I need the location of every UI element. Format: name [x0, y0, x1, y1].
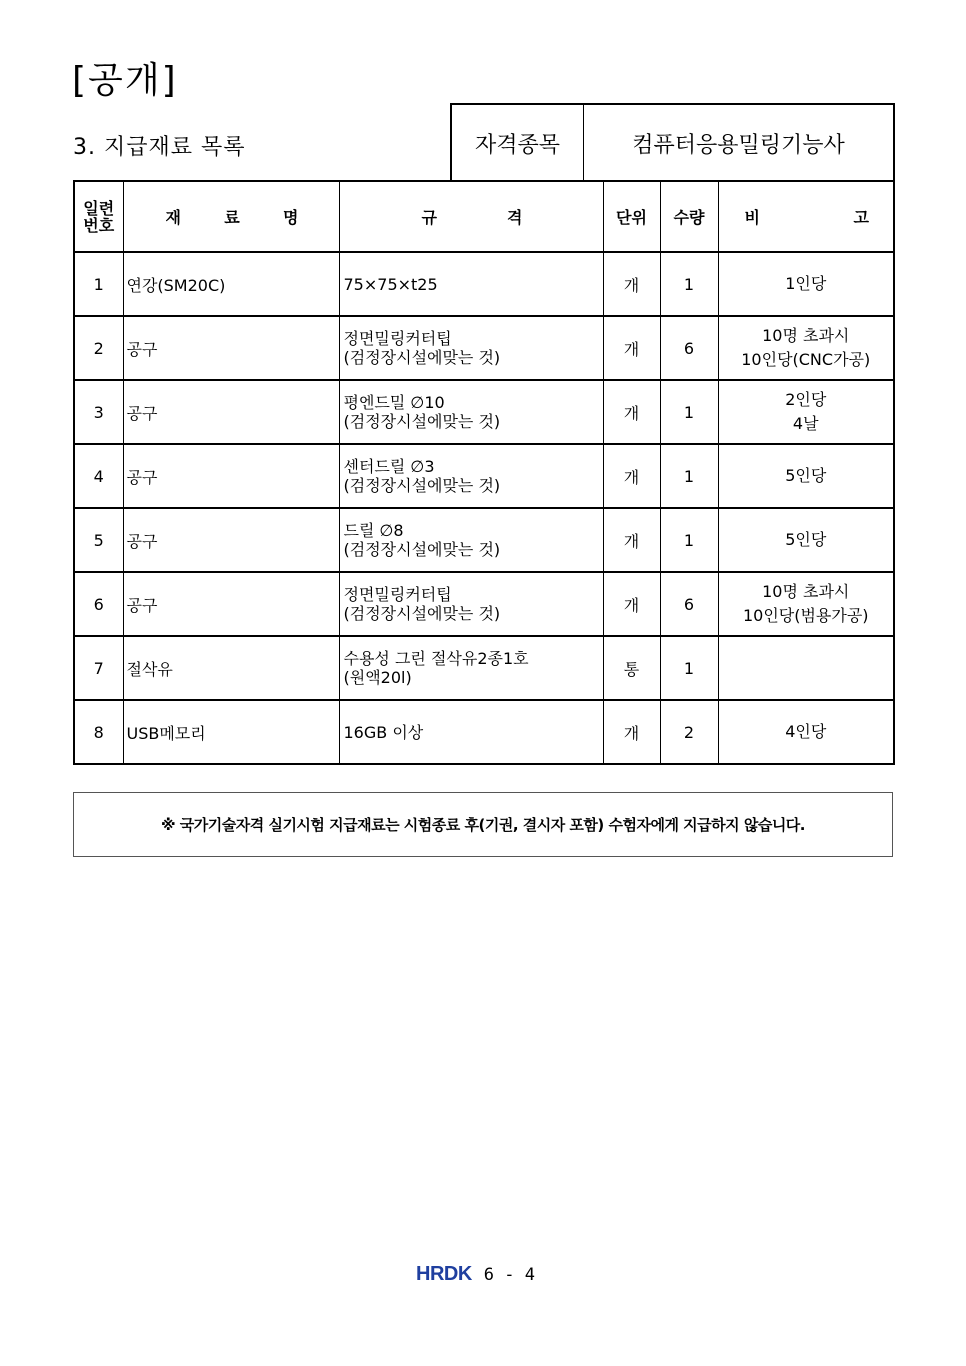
spec-line: (원액20l): [343, 668, 412, 687]
cell-qty: 1: [660, 380, 718, 444]
spec-line: (검정장시설에맞는 것): [343, 604, 501, 623]
cell-note: [718, 572, 894, 636]
spec-line: 수용성 그린 절삭유2종1호: [343, 649, 529, 668]
cell-serial: 2: [74, 316, 123, 380]
cell-note: [718, 636, 894, 700]
spec-line: (검정장시설에맞는 것): [343, 476, 501, 495]
cell-spec: [339, 700, 603, 764]
table-header-row: [74, 181, 894, 252]
spec-line: 평엔드밀 ∅10: [343, 393, 445, 412]
header-material-name: [123, 181, 339, 252]
cell-qty: 2: [660, 700, 718, 764]
cell-note: [718, 700, 894, 764]
cell-spec: [339, 380, 603, 444]
cell-note: [718, 316, 894, 380]
cell-material-name: 공구: [123, 572, 339, 636]
materials-table: [73, 180, 895, 765]
notice-text: ※ 국가기술자격 실기시험 지급재료는 시험종료 후(기권, 결시자 포함) 수험자에게 지급하지 않습니다.: [160, 816, 805, 834]
header-serial-line1: 일련: [83, 198, 115, 218]
cell-spec: [339, 572, 603, 636]
cell-material-name: USB메모리: [123, 700, 339, 764]
spec-line: 센터드릴 ∅3: [343, 457, 435, 476]
cell-material-name: 공구: [123, 444, 339, 508]
note-line: 1인당: [785, 274, 827, 293]
note-line: 4날: [792, 414, 819, 433]
cell-serial: 7: [74, 636, 123, 700]
cell-spec: [339, 508, 603, 572]
cell-material-name: 공구: [123, 380, 339, 444]
cell-material-name: 절삭유: [123, 636, 339, 700]
cell-unit: 개: [603, 508, 660, 572]
header-note-char: 비: [744, 208, 760, 227]
cell-serial: 1: [74, 252, 123, 316]
spec-line: 16GB 이상: [343, 722, 424, 742]
cell-qty: 1: [660, 444, 718, 508]
table-row: [74, 508, 894, 572]
header-spec-char: 격: [507, 208, 523, 227]
cell-spec: [339, 444, 603, 508]
table-row: [74, 700, 894, 764]
spec-line: 드릴 ∅8: [343, 521, 404, 540]
qualification-box: [450, 103, 895, 181]
note-line: 10명 초과시: [762, 582, 850, 601]
cell-qty: 6: [660, 316, 718, 380]
section-title: 3. 지급재료 목록: [73, 135, 246, 160]
cell-serial: 8: [74, 700, 123, 764]
section-header: [73, 103, 893, 181]
cell-qty: 1: [660, 252, 718, 316]
cell-unit: 개: [603, 700, 660, 764]
cell-serial: 5: [74, 508, 123, 572]
cell-serial: 6: [74, 572, 123, 636]
table-row: [74, 636, 894, 700]
cell-material-name: 공구: [123, 508, 339, 572]
cell-serial: 4: [74, 444, 123, 508]
page-footer: [416, 1263, 535, 1286]
header-name-char: 재: [165, 208, 181, 227]
header-name-char: 명: [283, 208, 299, 227]
cell-material-name: 공구: [123, 316, 339, 380]
cell-spec: [339, 252, 603, 316]
cell-spec: [339, 316, 603, 380]
cell-unit: 통: [603, 636, 660, 700]
qualification-value: 컴퓨터응용밀링기능사: [632, 132, 845, 158]
qualification-label: 자격종목: [452, 105, 584, 181]
note-line: 5인당: [785, 530, 827, 549]
table-row: [74, 316, 894, 380]
note-line: 10명 초과시: [762, 326, 850, 345]
note-line: 5인당: [785, 466, 827, 485]
cell-unit: 개: [603, 252, 660, 316]
header-unit: 단위: [603, 181, 660, 252]
cell-note: [718, 380, 894, 444]
cell-note: [718, 508, 894, 572]
header-serial-line2: 번호: [83, 215, 115, 235]
notice-box: [73, 792, 893, 857]
header-spec-char: 규: [421, 208, 437, 227]
page-number: 6 - 4: [483, 1264, 535, 1285]
note-line: 4인당: [785, 722, 827, 741]
note-line: 10인당(CNC가공): [741, 350, 871, 369]
header-note: [718, 181, 894, 252]
spec-line: 75×75×t25: [343, 274, 438, 294]
header-qty: 수량: [660, 181, 718, 252]
header-spec: [339, 181, 603, 252]
spec-line: (검정장시설에맞는 것): [343, 348, 501, 367]
spec-line: 정면밀링커터팁: [343, 329, 452, 348]
cell-material-name: 연강(SM20C): [123, 252, 339, 316]
cell-spec: [339, 636, 603, 700]
table-row: [74, 380, 894, 444]
hrdk-logo: HRDK: [416, 1263, 472, 1285]
spec-line: 정면밀링커터팁: [343, 585, 452, 604]
table-row: [74, 444, 894, 508]
cell-qty: 1: [660, 636, 718, 700]
cell-qty: 1: [660, 508, 718, 572]
cell-note: [718, 444, 894, 508]
cell-unit: 개: [603, 380, 660, 444]
note-line: 2인당: [785, 390, 827, 409]
table-row: [74, 252, 894, 316]
page-title: [공개]: [72, 60, 178, 101]
spec-line: (검정장시설에맞는 것): [343, 540, 501, 559]
header-note-char: 고: [853, 208, 869, 227]
note-line: 10인당(범용가공): [742, 606, 869, 625]
header-name-char: 료: [224, 208, 240, 227]
header-serial-number: [74, 181, 123, 252]
cell-qty: 6: [660, 572, 718, 636]
cell-unit: 개: [603, 572, 660, 636]
cell-unit: 개: [603, 444, 660, 508]
spec-line: (검정장시설에맞는 것): [343, 412, 501, 431]
cell-serial: 3: [74, 380, 123, 444]
cell-unit: 개: [603, 316, 660, 380]
cell-note: [718, 252, 894, 316]
table-row: [74, 572, 894, 636]
